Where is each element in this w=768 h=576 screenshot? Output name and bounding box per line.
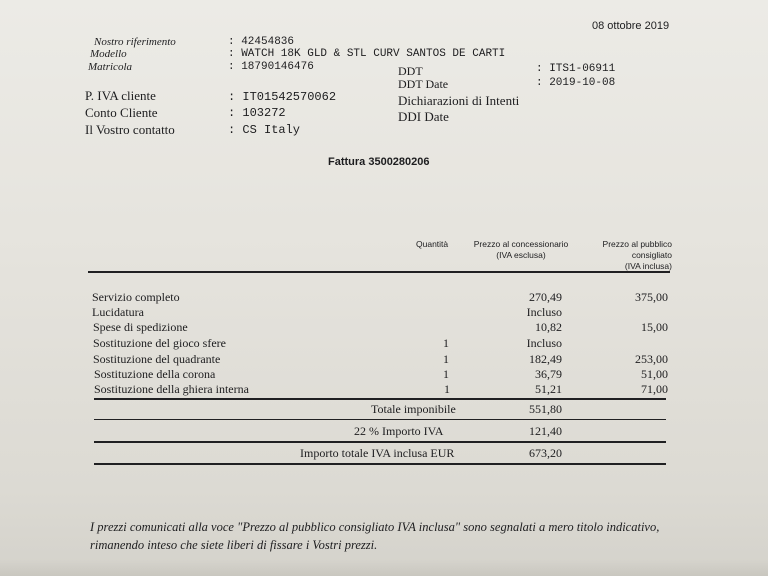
contact-label: Il Vostro contatto	[85, 122, 175, 137]
item-qty: 1	[443, 352, 449, 366]
ddt-date-label: DDT Date	[398, 77, 449, 91]
ddt-label: DDT	[398, 64, 423, 78]
ddt-value: : ITS1-06911	[536, 63, 616, 75]
serial-label: Matricola	[88, 61, 132, 73]
reference-value: : 42454836	[228, 36, 295, 48]
vat-amount-label: 22 % Importo IVA	[354, 424, 444, 438]
item-desc: Servizio completo	[92, 290, 180, 304]
item-desc: Sostituzione del quadrante	[93, 352, 221, 366]
public-price-column-header	[580, 239, 672, 272]
item-public-price: 51,00	[641, 367, 668, 381]
dealer-price-header-line2: (IVA esclusa)	[496, 250, 546, 260]
dealer-price-header-line1: Prezzo al concessionario	[473, 239, 569, 249]
item-public-price: 15,00	[641, 320, 668, 334]
ddi-date-label: DDI Date	[398, 109, 449, 124]
grand-total-rule	[94, 463, 666, 465]
disclaimer-line2: rimanendo inteso che siete liberi di fissare i Vostri prezzi.	[90, 538, 378, 552]
document-date: 08 ottobre 2019	[592, 20, 670, 32]
item-qty: 1	[443, 367, 449, 381]
qty-column-header: Quantità	[416, 239, 449, 249]
taxable-rule	[94, 419, 666, 420]
table-header-rule	[88, 271, 670, 273]
disclaimer-note	[90, 518, 700, 554]
item-dealer-price: 36,79	[535, 367, 562, 381]
item-desc: Sostituzione della ghiera interna	[94, 382, 249, 396]
vat-value: : IT01542570062	[228, 90, 337, 104]
model-value: : WATCH 18K GLD & STL CURV SANTOS DE CARTI	[228, 48, 506, 60]
public-price-header-line3: (IVA inclusa)	[624, 261, 672, 271]
item-desc: Sostituzione della corona	[94, 367, 216, 381]
item-public-price: 375,00	[635, 290, 668, 304]
contact-value: : CS Italy	[228, 123, 301, 137]
model-label: Modello	[90, 48, 127, 60]
item-qty: 1	[444, 382, 450, 396]
item-dealer-price: 182,49	[529, 352, 562, 366]
dealer-price-column-header	[466, 239, 576, 261]
invoice-title: Fattura 3500280206	[328, 156, 430, 168]
reference-label: Nostro riferimento	[94, 36, 176, 48]
ddt-date-value: : 2019-10-08	[536, 77, 616, 89]
disclaimer-line1: I prezzi comunicati alla voce "Prezzo al pubblico consigliato IVA inclusa" sono segnalati a mero titolo indicativo,	[90, 520, 660, 534]
item-desc: Sostituzione del gioco sfere	[93, 336, 226, 350]
vat-amount-value: 121,40	[529, 424, 562, 438]
item-dealer-price: Incluso	[526, 305, 562, 319]
vat-label: P. IVA cliente	[85, 88, 156, 103]
item-desc: Spese di spedizione	[93, 320, 188, 334]
item-public-price: 253,00	[635, 352, 668, 366]
taxable-total-label: Totale imponibile	[371, 402, 456, 416]
account-label: Conto Cliente	[85, 105, 158, 120]
grand-total-value: 673,20	[529, 446, 562, 460]
serial-value: : 18790146476	[228, 61, 314, 73]
public-price-header-line2: consigliato	[631, 250, 672, 260]
grand-total-label: Importo totale IVA inclusa EUR	[300, 446, 455, 460]
account-value: : 103272	[228, 106, 286, 120]
items-bottom-rule	[94, 398, 666, 400]
item-dealer-price: 10,82	[535, 320, 562, 334]
page-bottom-shadow	[0, 560, 768, 576]
public-price-header-line1: Prezzo al pubblico	[602, 239, 672, 249]
item-public-price: 71,00	[641, 382, 668, 396]
intent-declaration-label: Dichiarazioni di Intenti	[398, 93, 520, 108]
taxable-total-value: 551,80	[529, 402, 562, 416]
item-dealer-price: Incluso	[526, 336, 562, 350]
vat-rule	[94, 441, 666, 443]
item-dealer-price: 270,49	[529, 290, 562, 304]
item-dealer-price: 51,21	[535, 382, 562, 396]
item-qty: 1	[443, 336, 449, 350]
item-desc: Lucidatura	[92, 305, 144, 319]
